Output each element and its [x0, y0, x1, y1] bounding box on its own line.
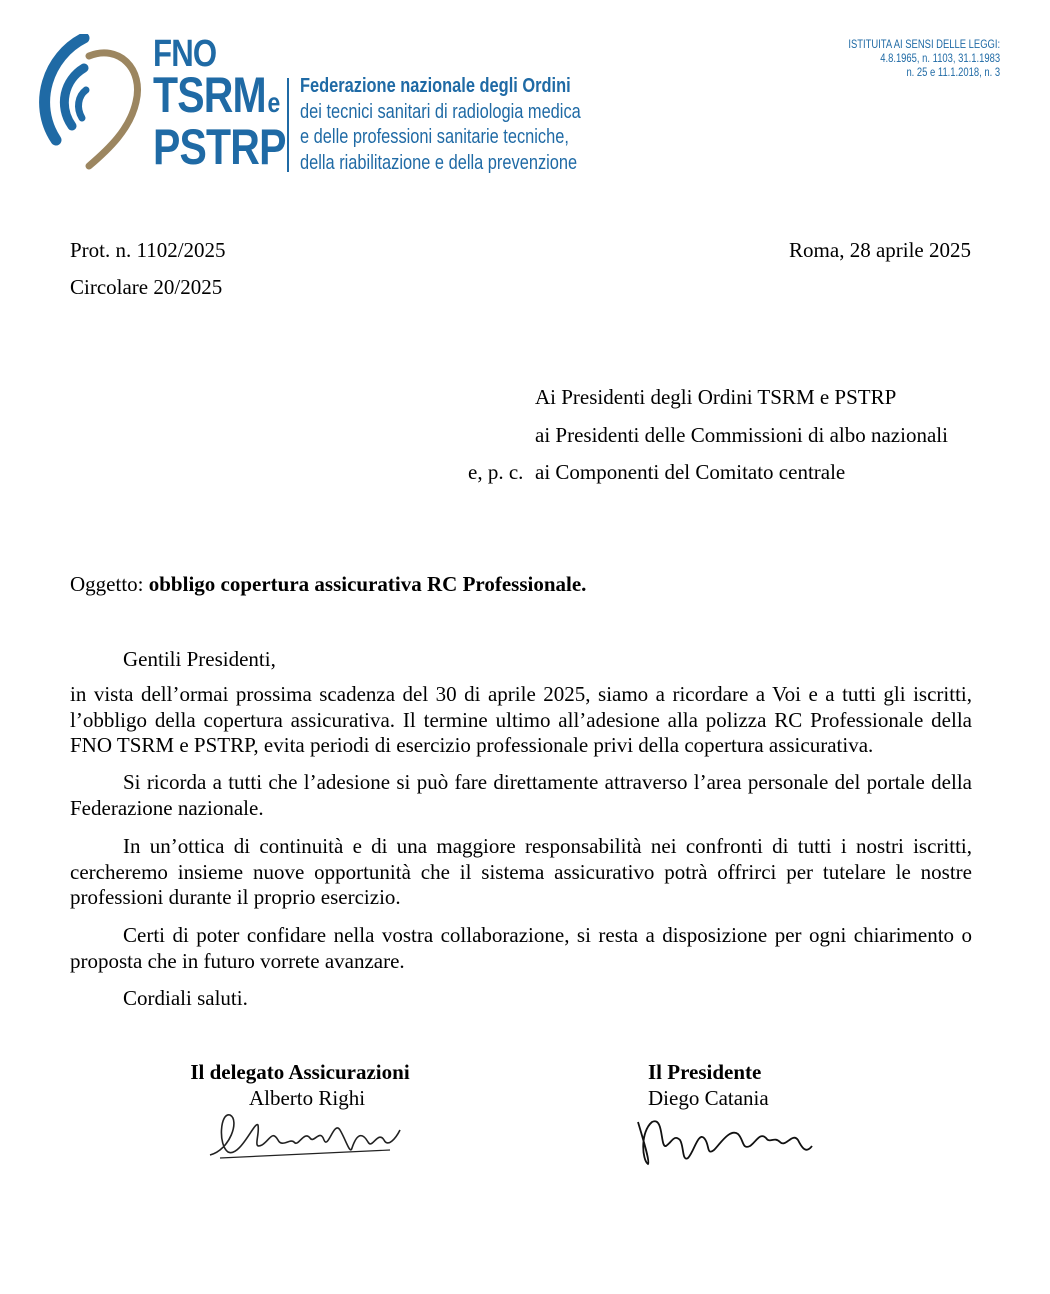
body-paragraph-1: in vista dell’ormai prossima scadenza del 30 di aprile 2025, siamo a ricordare a Voi e a tutti gli iscritti, l’obbligo della copertura assicurativa. Il termine ultimo all’adesione alla polizza RC Professionale della FNO TSRM e PSTRP, evita periodi di esercizio professionale privi della copertura assicurativa.	[70, 682, 972, 757]
protocol-number: Prot. n. 1102/2025	[70, 238, 226, 262]
org-name-line4: della riabilitazione e della prevenzione	[300, 151, 578, 174]
subject-text: obbligo copertura assicurativa RC Professionale.	[148, 572, 587, 596]
legal-line1: ISTITUITA AI SENSI DELLE LEGGI:	[848, 39, 1000, 51]
signature-left-title: Il delegato Assicurazioni	[190, 1060, 410, 1084]
logo-acronym	[153, 33, 286, 175]
cc-label: e, p. c.	[468, 460, 524, 484]
body-paragraph-4: Certi di poter confidare nella vostra collaborazione, si resta a disposizione per ogni chiarimento o proposta che in futuro vorrete avanzare.	[70, 923, 972, 973]
circular-number: Circolare 20/2025	[70, 275, 223, 299]
org-name-line2: dei tecnici sanitari di radiologia medica	[300, 100, 581, 123]
org-name: Federazione nazionale degli Ordini	[300, 75, 571, 97]
signature-left-image	[200, 1100, 420, 1175]
signature-right-title: Il Presidente	[648, 1060, 762, 1084]
recipient-line2: ai Presidenti delle Commissioni di albo nazionali	[535, 423, 948, 447]
logo-divider	[287, 78, 289, 172]
logo-acronym-pstrp: PSTRP	[153, 119, 286, 175]
closing: Cordiali saluti.	[123, 986, 248, 1010]
handwritten-signature-icon	[200, 1100, 420, 1170]
signature-right-name: Diego Catania	[648, 1086, 769, 1110]
body-paragraph-3: In un’ottica di continuità e di una maggiore responsabilità nei confronti di tutti i nostri iscritti, cercheremo insieme nuove opportunità che il sistema assicurativo potrà offrirci per tutelare le nostre professioni durante il proprio esercizio.	[70, 834, 972, 909]
org-name-line3: e delle professioni sanitarie tecniche,	[300, 126, 569, 148]
recipient-line3: ai Componenti del Comitato centrale	[535, 460, 846, 484]
subject-label: Oggetto:	[70, 572, 144, 596]
subject-line	[70, 572, 586, 597]
logo-acronym-tsrm: TSRMe	[153, 67, 280, 123]
org-name-block	[300, 74, 581, 176]
legal-line3: n. 25 e 11.1.2018, n. 3	[906, 67, 1000, 79]
logo-acronym-e: e	[267, 87, 280, 118]
signature-right-image	[630, 1102, 850, 1177]
greeting: Gentili Presidenti,	[123, 647, 276, 671]
logo-waves-icon	[34, 34, 144, 170]
signature-left-name: Alberto Righi	[248, 1086, 366, 1110]
handwritten-signature-icon	[630, 1102, 850, 1172]
legal-line2: 4.8.1965, n. 1103, 31.1.1983	[880, 53, 1000, 65]
body-paragraph-2: Si ricorda a tutti che l’adesione si può fare direttamente attraverso l’area personale del portale della Federazione nazionale.	[70, 770, 972, 820]
logo-acronym-fno: FNO	[153, 33, 217, 75]
logo-emblem	[34, 34, 144, 170]
legal-reference	[848, 38, 1000, 80]
place-date: Roma, 28 aprile 2025	[789, 238, 971, 262]
recipient-line1: Ai Presidenti degli Ordini TSRM e PSTRP	[535, 385, 897, 409]
